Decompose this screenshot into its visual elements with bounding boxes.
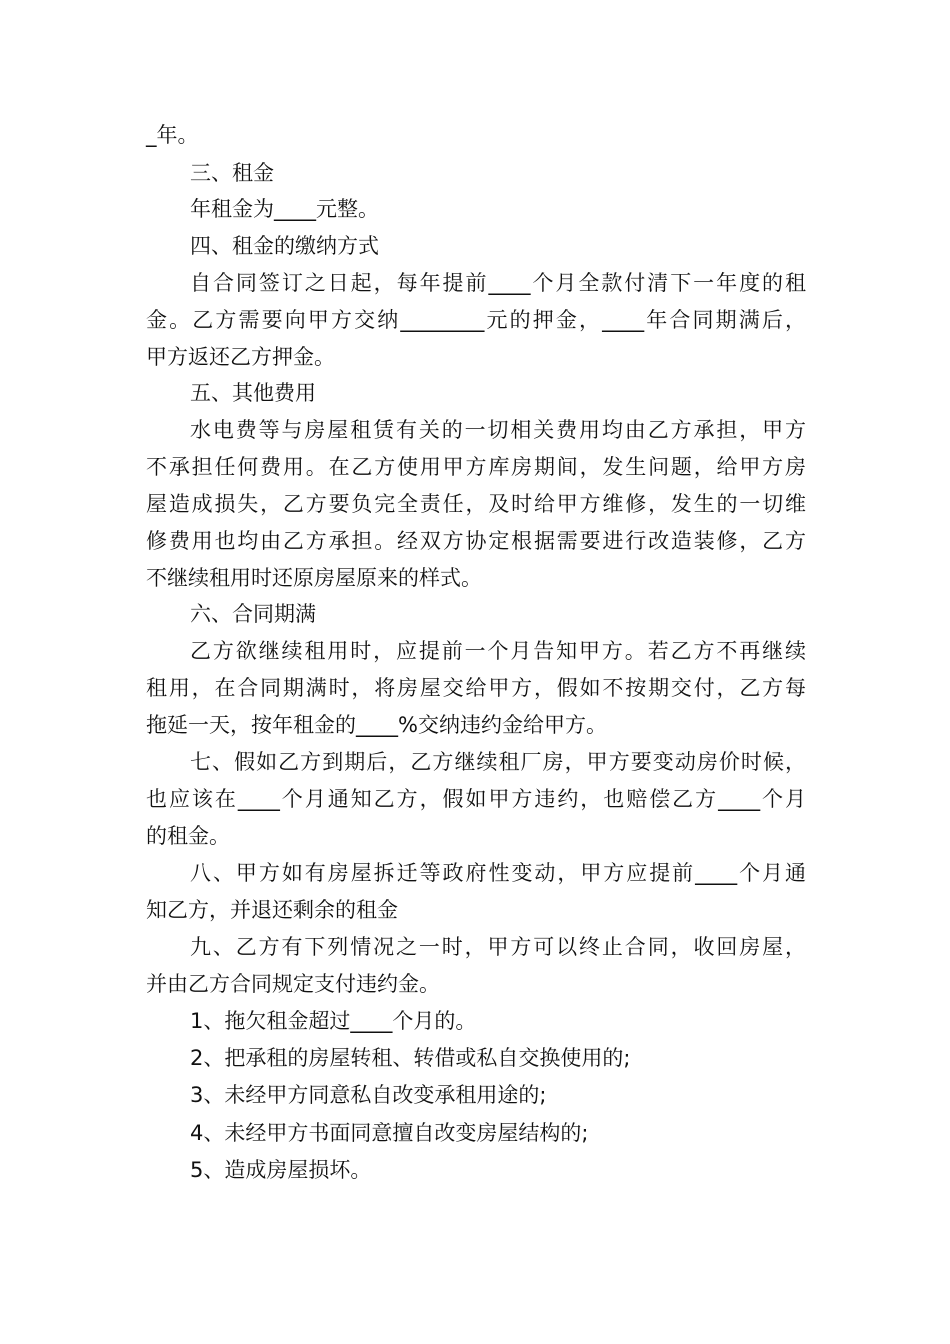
text-line: 的租金。 — [146, 824, 230, 848]
list-item: 1、拖欠租金超过____个月的。 — [190, 1009, 477, 1033]
text-line: 租用，在合同期满时，将房屋交给甲方，假如不按期交付，乙方每 — [146, 676, 806, 700]
text-line: 水电费等与房屋租赁有关的一切相关费用均由乙方承担，甲方 — [190, 418, 806, 442]
text-line: 乙方欲继续租用时，应提前一个月告知甲方。若乙方不再继续 — [190, 639, 806, 663]
text-line: _年。 — [146, 123, 199, 147]
text-line: 甲方返还乙方押金。 — [146, 345, 335, 369]
section-heading-payment: 四、租金的缴纳方式 — [190, 234, 379, 258]
list-item: 3、未经甲方同意私自改变承租用途的; — [190, 1083, 547, 1107]
list-item: 5、造成房屋损坏。 — [190, 1158, 372, 1182]
section-heading-expiry: 六、合同期满 — [190, 602, 316, 626]
text-line: 不继续租用时还原房屋原来的样式。 — [146, 566, 482, 590]
section-heading-price-change: 七、假如乙方到期后，乙方继续租厂房，甲方要变动房价时候， — [190, 750, 806, 774]
list-item: 4、未经甲方书面同意擅自改变房屋结构的; — [190, 1121, 589, 1145]
section-heading-demolition: 八、甲方如有房屋拆迁等政府性变动，甲方应提前____个月通 — [190, 861, 806, 885]
text-line: 屋造成损失，乙方要负完全责任，及时给甲方维修，发生的一切维 — [146, 492, 806, 516]
text-line: 自合同签订之日起，每年提前____个月全款付清下一年度的租 — [190, 271, 806, 295]
section-heading-termination: 九、乙方有下列情况之一时，甲方可以终止合同，收回房屋， — [190, 935, 806, 959]
text-line: 知乙方，并退还剩余的租金 — [146, 898, 398, 922]
text-line: 不承担任何费用。在乙方使用甲方库房期间，发生问题，给甲方房 — [146, 455, 806, 479]
text-line: 并由乙方合同规定支付违约金。 — [146, 972, 440, 996]
text-line: 年租金为____元整。 — [190, 197, 379, 221]
text-line: 修费用也均由乙方承担。经双方协定根据需要进行改造装修，乙方 — [146, 529, 806, 553]
list-item: 2、把承租的房屋转租、转借或私自交换使用的; — [190, 1046, 631, 1070]
section-heading-fees: 五、其他费用 — [190, 381, 316, 405]
section-heading-rent: 三、租金 — [190, 161, 274, 185]
text-line: 金。乙方需要向甲方交纳________元的押金，____年合同期满后， — [146, 308, 806, 332]
text-line: 拖延一天，按年租金的____%交纳违约金给甲方。 — [146, 713, 607, 737]
text-line: 也应该在____个月通知乙方，假如甲方违约，也赔偿乙方____个月 — [146, 787, 806, 811]
